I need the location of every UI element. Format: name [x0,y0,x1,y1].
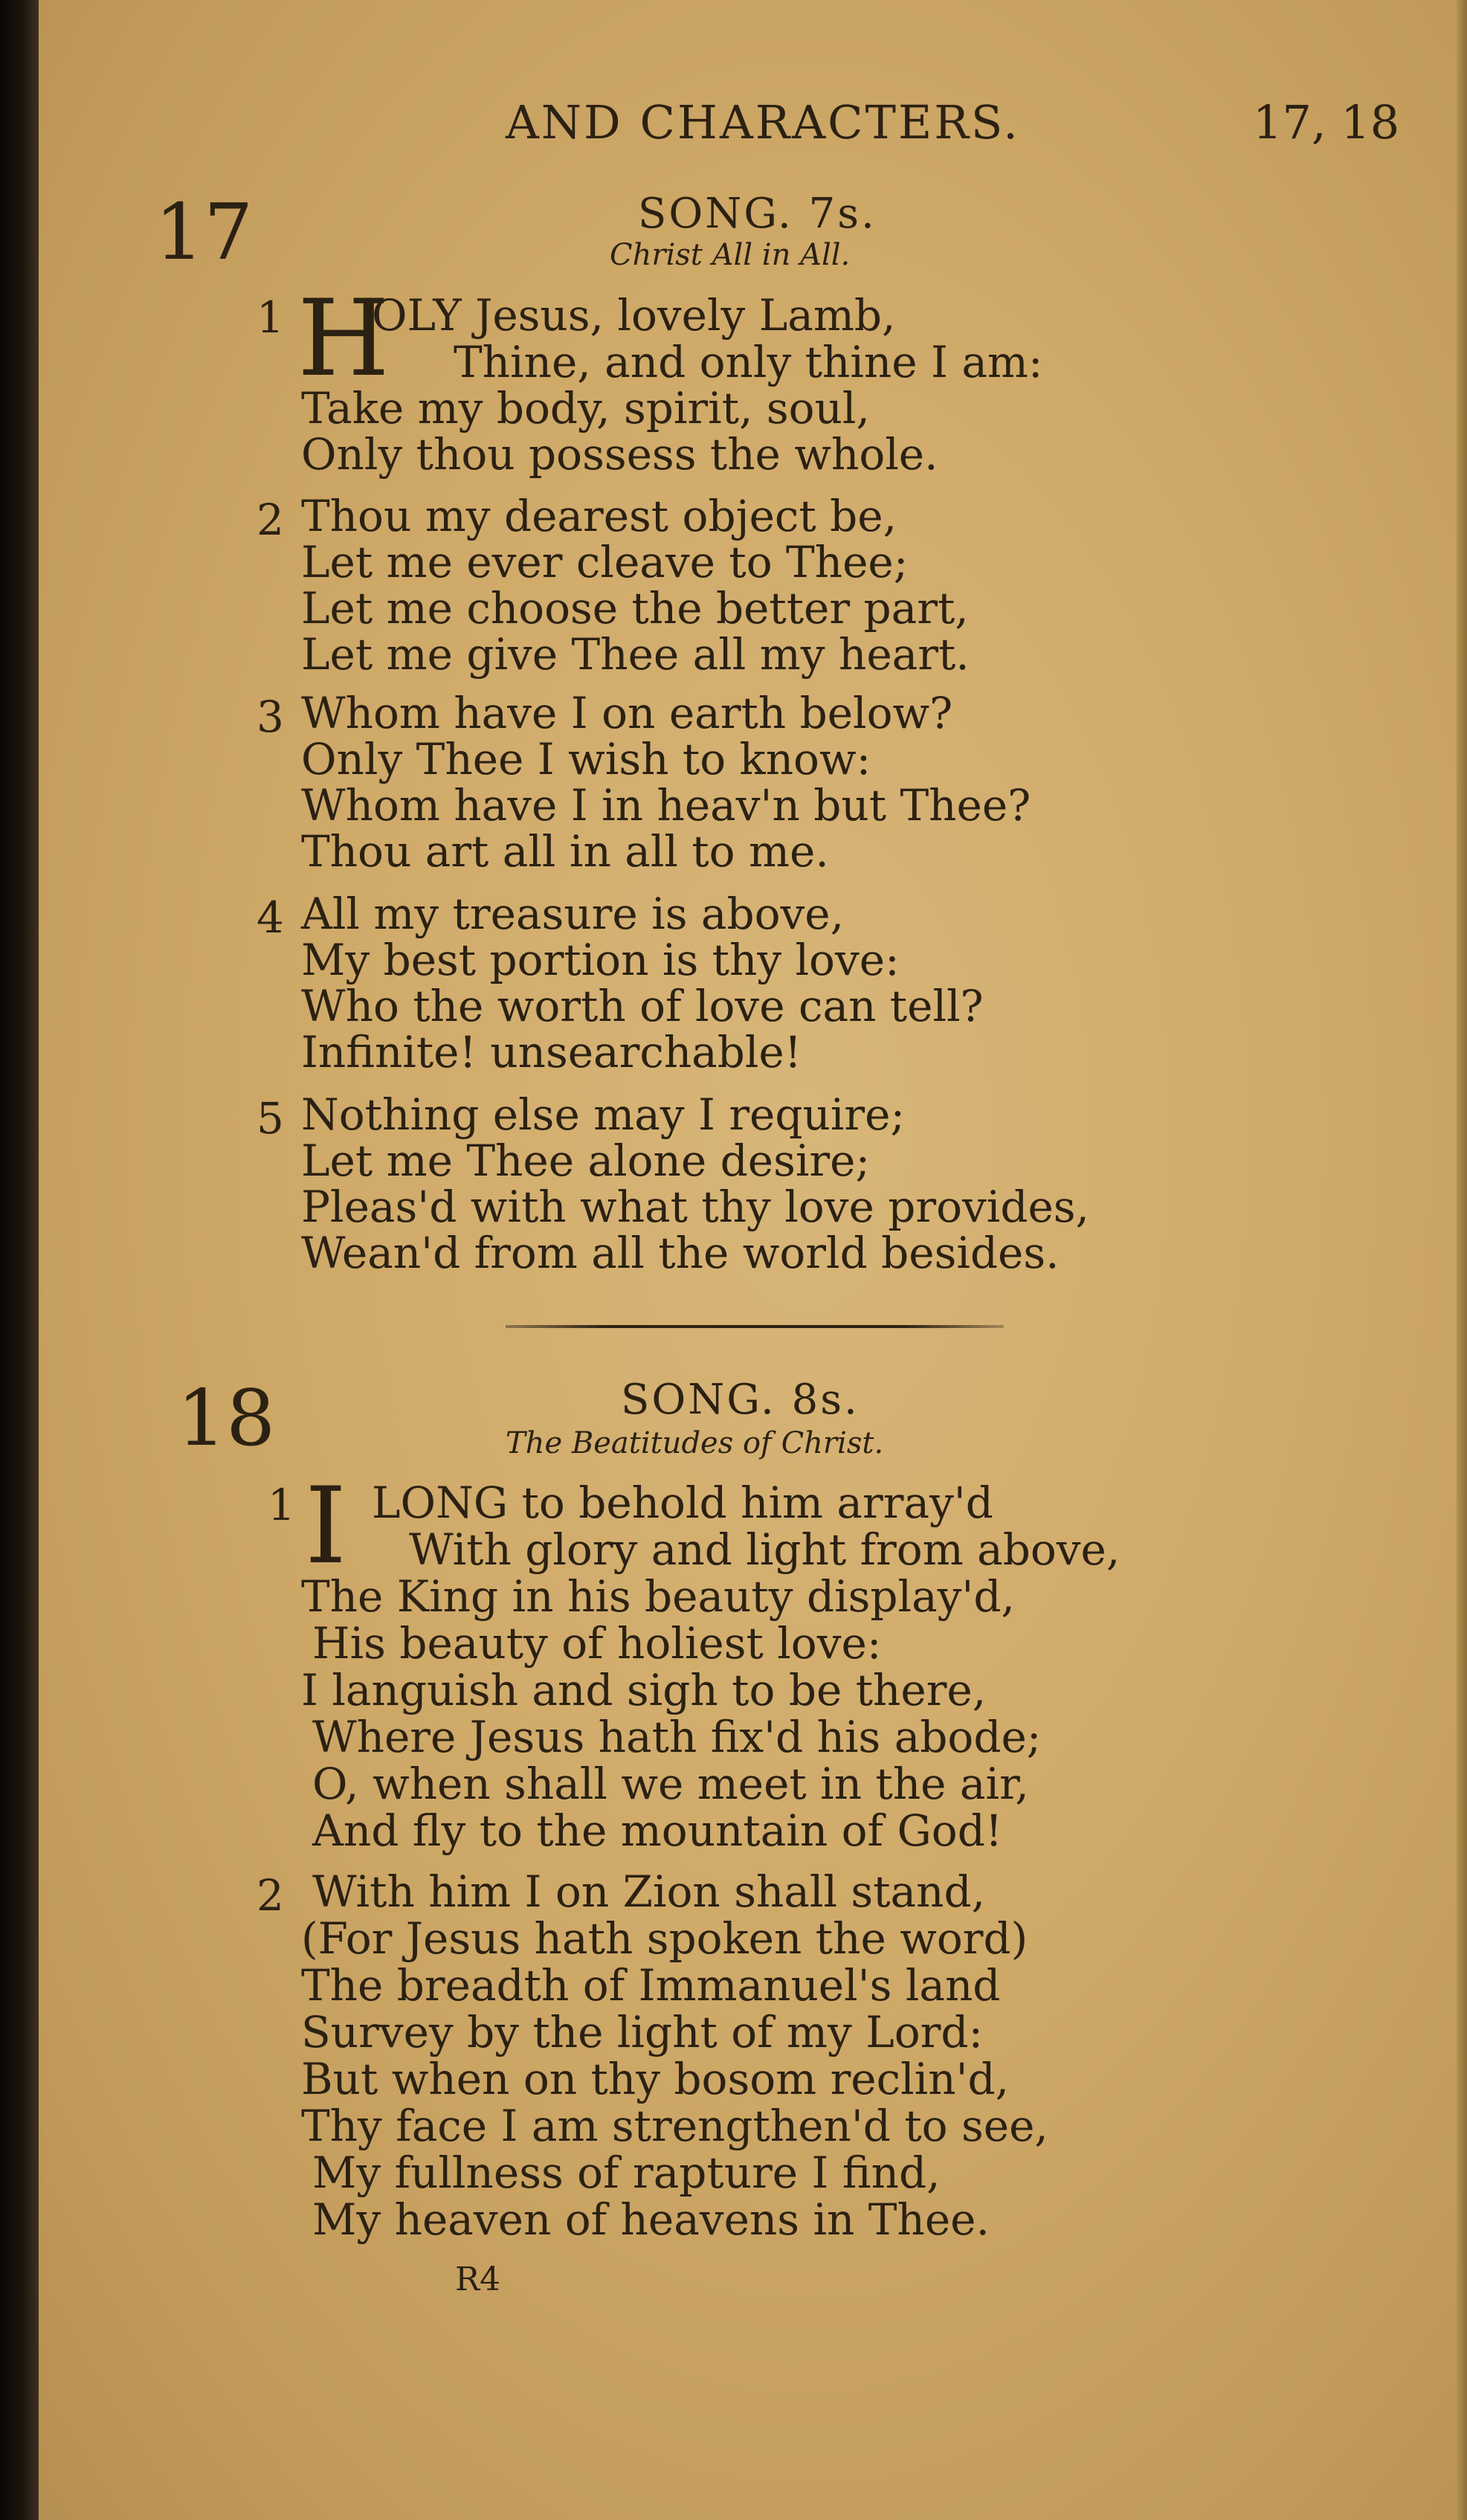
drop-cap: H [297,277,390,400]
verse-line: Whom have I on earth below? [301,688,953,738]
verse-number: 4 [257,892,284,943]
verse-line: Let me give Thee all my heart. [301,629,970,680]
page-edge [1457,0,1467,2520]
verse-number: 1 [257,292,284,343]
verse-line: (For Jesus hath spoken the word) [301,1913,1028,1964]
verse-number: 2 [257,494,284,545]
verse-number: 3 [257,692,284,742]
verse-line: The King in his beauty display'd, [301,1571,1015,1622]
verse-line: With glory and light from above, [409,1524,1121,1575]
verse-number: 1 [268,1480,295,1530]
verse-line: All my treasure is above, [301,889,845,939]
verse-line: Pleas'd with what thy love provides, [301,1182,1089,1232]
verse-line: Thy face I am strengthen'd to see, [301,2101,1048,2151]
verse-line: Let me ever cleave to Thee; [301,537,909,587]
song-heading: SONG. 8s. [621,1376,860,1424]
verse-line: Where Jesus hath fix'd his abode; [312,1712,1042,1762]
verse-line: But when on thy bosom reclin'd, [301,2054,1010,2104]
verse-line: I languish and sigh to be there, [301,1665,987,1715]
verse-line: Let me Thee alone desire; [301,1135,870,1186]
verse-line: Take my body, spirit, soul, [301,383,870,434]
verse-line: My heaven of heavens in Thee. [312,2194,990,2245]
verse-line: Who the worth of love can tell? [301,981,984,1031]
verse-line: Only Thee I wish to know: [301,734,871,784]
song-subtitle: Christ All in All. [610,238,851,272]
verse-number: 5 [257,1093,284,1144]
verse-line: My best portion is thy love: [301,935,900,985]
verse-line: Thine, and only thine I am: [454,337,1043,387]
book-spine-shadow [0,0,39,2520]
verse-line: My fullness of rapture I find, [312,2147,941,2198]
verse-line: Whom have I in heav'n but Thee? [301,780,1031,831]
hymn-number: 17 [155,187,254,277]
verse-line: His beauty of holiest love: [312,1618,882,1669]
hymn-number: 18 [177,1373,276,1463]
verse-line: And fly to the mountain of God! [312,1805,1003,1856]
song-subtitle: The Beatitudes of Christ. [506,1426,884,1460]
verse-line: Survey by the light of my Lord: [301,2007,984,2057]
verse-line: Only thou possess the whole. [301,429,938,480]
verse-line: O, when shall we meet in the air, [312,1759,1029,1809]
section-divider [506,1325,1004,1328]
running-header-title: AND CHARACTERS. [506,95,1020,149]
song-heading: SONG. 7s. [638,190,877,238]
verse-line: Wean'd from all the world besides. [301,1228,1060,1278]
verse-line: Infinite! unsearchable! [301,1027,802,1077]
verse-line: LONG to behold him array'd [372,1477,993,1528]
running-header-hymn-range: 17, 18 [1253,95,1400,149]
verse-line: Thou art all in all to me. [301,826,829,877]
verse-number: 2 [257,1870,284,1921]
verse-line: OLY Jesus, lovely Lamb, [372,290,896,341]
verse-line: With him I on Zion shall stand, [312,1866,986,1917]
verse-line: Thou my dearest object be, [301,491,897,541]
signature-mark: R4 [455,2260,501,2298]
verse-line: The breadth of Immanuel's land [301,1960,1001,2011]
verse-line: Let me choose the better part, [301,583,969,634]
verse-line: Nothing else may I require; [301,1089,905,1140]
drop-cap: I [305,1465,347,1588]
